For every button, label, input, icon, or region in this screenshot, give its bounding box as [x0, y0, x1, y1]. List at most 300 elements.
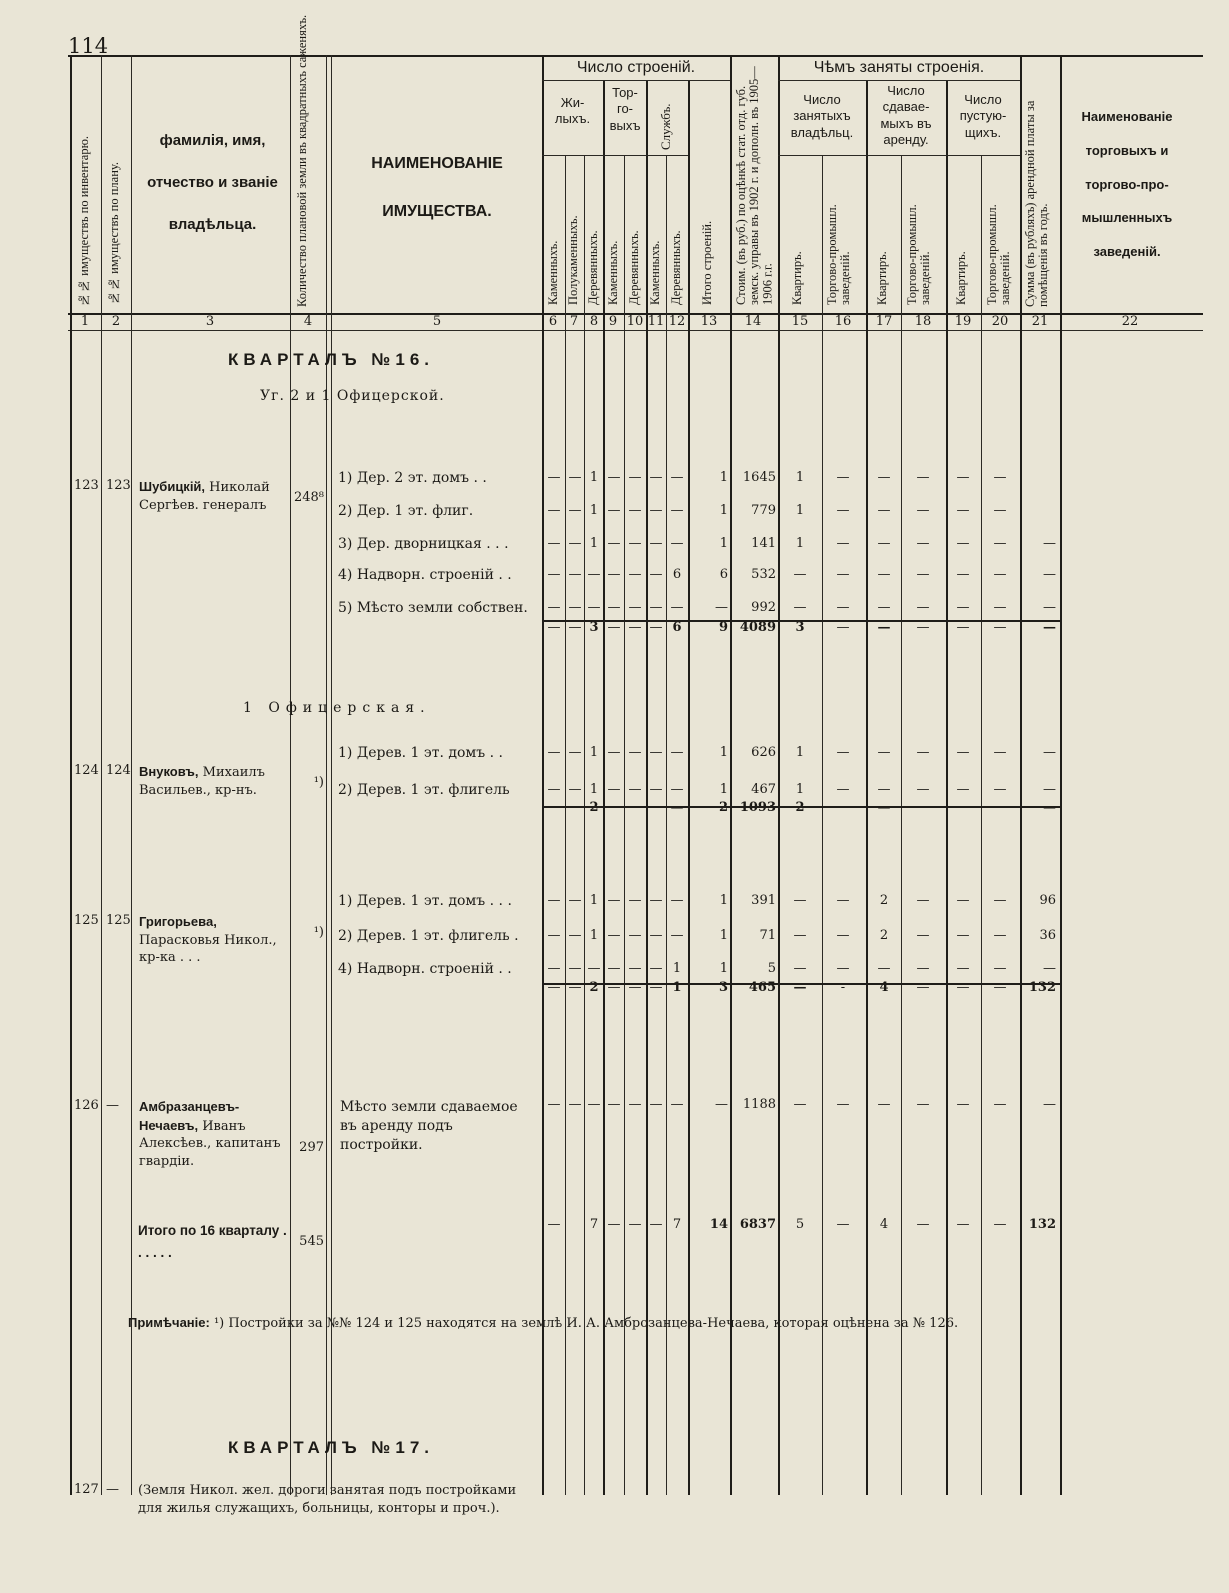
cell-c16: —	[836, 536, 850, 551]
cell-c17: —	[877, 961, 891, 976]
cell-c13: 1	[719, 893, 728, 908]
cell-c7: —	[568, 893, 582, 908]
cell-c8: 1	[589, 782, 599, 797]
cell-c21: —	[1043, 1097, 1056, 1112]
footnote	[128, 1315, 958, 1331]
cell-c18: —	[916, 961, 930, 976]
cell-c19: —	[956, 782, 970, 797]
cell-c19: —	[956, 567, 970, 582]
cell-c7: —	[568, 600, 582, 615]
cell-c9: —	[607, 620, 621, 635]
cell-c18: —	[916, 980, 930, 995]
cell-c18: —	[916, 745, 930, 760]
cell-c13: 1	[719, 503, 728, 518]
header-itogo: Итого строеній.	[700, 220, 714, 305]
property-description: 5) Мѣсто земли собствен.	[338, 600, 528, 616]
cell-c8: 1	[589, 503, 599, 518]
cell-c14: 5	[767, 961, 776, 976]
cell-c17: —	[877, 620, 891, 635]
cell-c18: —	[916, 470, 930, 485]
cell-c19: —	[956, 928, 970, 943]
description-127: (Земля Никол. жел. дороги занятая подъ постройками для жилья служащихъ, больницы, конторы и проч.).	[138, 1483, 517, 1516]
owner-surname: Шубицкій,	[139, 479, 206, 494]
total-area: 545	[299, 1234, 324, 1249]
cell-c13: —	[715, 1097, 728, 1112]
cell-c14: 141	[751, 536, 776, 551]
inventory-number: 124	[74, 763, 99, 778]
cell-c9: —	[607, 1097, 621, 1112]
cell-c12: —	[670, 536, 684, 551]
column-number: 3	[205, 314, 215, 329]
quarter-17-title: КВАРТАЛЪ №17.	[228, 1438, 435, 1457]
description-126: Мѣсто земли сдаваемое въ аренду подъ постройки.	[340, 1099, 518, 1153]
cell-c17: —	[877, 536, 891, 551]
cell-c14: 6837	[739, 1217, 776, 1232]
cell-c15: 5	[795, 1217, 805, 1232]
header-col5: НАИМЕНОВАНІЕ ИМУЩЕСТВА.	[371, 155, 503, 220]
inventory-number: 125	[74, 913, 99, 928]
cell-c20: —	[993, 470, 1007, 485]
column-number: 7	[569, 314, 579, 329]
plan-number: —	[106, 1098, 119, 1113]
cell-c17: —	[877, 503, 891, 518]
column-number: 18	[914, 314, 932, 329]
cell-c15: 1	[795, 503, 805, 518]
header-col1: №№ имуществъ по инвентарю.	[77, 135, 91, 307]
cell-c18: —	[916, 893, 930, 908]
cell-c14: 1093	[739, 800, 776, 815]
cell-c11: —	[649, 745, 663, 760]
cell-c20: —	[993, 1217, 1007, 1232]
property-description: 3) Дер. дворницкая . . .	[338, 536, 509, 552]
cell-c15: —	[793, 928, 807, 943]
owner-name	[139, 1098, 289, 1170]
cell-c11: —	[649, 800, 663, 815]
cell-c17: —	[877, 745, 891, 760]
cell-c10: —	[628, 620, 642, 635]
cell-c7: —	[568, 961, 582, 976]
cell-c10: —	[628, 470, 642, 485]
cell-c14: 1188	[742, 1097, 776, 1112]
cell-c18: —	[916, 536, 930, 551]
cell-c21: 132	[1028, 980, 1056, 995]
header-col14: Стоим. (въ руб.) по оцѣнкѣ стат. отд. губ. земск. управы въ 1902 г. и дополн. въ 1905—1906 г.г.	[734, 66, 775, 305]
property-description: 4) Надворн. строеній . .	[338, 567, 512, 583]
cell-c14: 467	[751, 782, 776, 797]
cell-c12: —	[670, 1097, 684, 1112]
cell-c17: 2	[879, 928, 889, 943]
column-number: 19	[954, 314, 972, 329]
cell-c6: —	[547, 620, 561, 635]
cell-c10: —	[628, 961, 642, 976]
header-torg: Тор- го- выхъ	[609, 85, 641, 133]
cell-c13: 1	[719, 536, 728, 551]
column-number-rule	[68, 330, 1203, 331]
cell-c13: 6	[719, 567, 728, 582]
cell-c14: 71	[759, 928, 776, 943]
cell-c16: —	[836, 620, 850, 635]
cell-c8: —	[587, 567, 601, 582]
cell-c19: —	[956, 961, 970, 976]
cell-c18: —	[916, 503, 930, 518]
land-area: 297	[299, 1140, 324, 1155]
cell-c6: —	[547, 893, 561, 908]
cell-c9: —	[607, 536, 621, 551]
cell-c13: 1	[719, 470, 728, 485]
column-number: 12	[668, 314, 686, 329]
cell-c20: —	[993, 567, 1007, 582]
cell-c10: —	[628, 600, 642, 615]
header-col2: №№ имуществъ по плану.	[107, 161, 121, 305]
cell-c10: —	[628, 782, 642, 797]
cell-c12: 1	[672, 961, 682, 976]
cell-c8: —	[587, 1097, 601, 1112]
plan-number: —	[106, 1482, 119, 1497]
cell-c12: —	[670, 600, 684, 615]
cell-c20: —	[993, 928, 1007, 943]
cell-c12: —	[670, 745, 684, 760]
land-area: ¹)	[313, 775, 324, 790]
owner-surname: Внуковъ,	[139, 764, 199, 779]
property-description: 1) Дер. 2 эт. домъ . .	[338, 470, 487, 486]
cell-c14: 992	[751, 600, 776, 615]
cell-c16: —	[836, 470, 850, 485]
cell-c7: —	[568, 503, 582, 518]
cell-c20: —	[993, 800, 1007, 815]
column-number: 9	[608, 314, 618, 329]
cell-c16: —	[836, 503, 850, 518]
cell-c17: —	[877, 800, 891, 815]
owner-surname: Григорьева,	[139, 914, 217, 929]
footnote-label: Примѣчаніе:	[128, 1315, 210, 1330]
cell-c14: 4089	[739, 620, 776, 635]
cell-c21: 132	[1028, 1217, 1056, 1232]
column-number: 2	[111, 314, 121, 329]
cell-c7: —	[568, 928, 582, 943]
cell-c19: —	[956, 503, 970, 518]
land-area: ¹)	[313, 925, 324, 940]
property-description: 2) Дерев. 1 эт. флигель	[338, 782, 510, 798]
cell-c12: —	[670, 928, 684, 943]
cell-c6: —	[547, 800, 561, 815]
cell-c11: —	[649, 961, 663, 976]
cell-c18: —	[916, 1217, 930, 1232]
street-heading-1: Уг. 2 и 1 Офицерской.	[260, 388, 445, 404]
cell-c13: 1	[719, 745, 728, 760]
cell-c17: —	[877, 567, 891, 582]
cell-c8: 1	[589, 745, 599, 760]
cell-c12: 6	[672, 567, 682, 582]
cell-c19: —	[956, 980, 970, 995]
cell-c15: 1	[795, 745, 805, 760]
cell-c21: 96	[1039, 893, 1056, 908]
column-number: 11	[647, 314, 665, 329]
column-number: 1	[80, 314, 90, 329]
header-col4: Количество плановой земли въ квадратныхъ саженяхъ.	[295, 14, 309, 307]
property-description: 1) Дерев. 1 эт. домъ . . .	[338, 893, 512, 909]
cell-c12: —	[670, 800, 684, 815]
cell-c11: —	[649, 503, 663, 518]
cell-c11: —	[649, 1097, 663, 1112]
cell-c10: —	[628, 567, 642, 582]
cell-c14: 532	[751, 567, 776, 582]
cell-c21: —	[1043, 800, 1056, 815]
cell-c16: —	[836, 1097, 850, 1112]
cell-c21: 36	[1039, 928, 1056, 943]
cell-c8: 1	[589, 893, 599, 908]
cell-c15: 1	[795, 536, 805, 551]
cell-c15: —	[793, 961, 807, 976]
header-zhil: Жи- лыхъ.	[554, 95, 591, 127]
cell-c17: 4	[879, 980, 889, 995]
cell-c9: —	[607, 567, 621, 582]
cell-c8: 1	[589, 928, 599, 943]
cell-c6: —	[547, 600, 561, 615]
cell-c16: —	[836, 1217, 850, 1232]
owner-surname: Амбразанцевъ-Нечаевъ,	[139, 1099, 240, 1133]
cell-c8: 1	[589, 470, 599, 485]
cell-c14: 391	[751, 893, 776, 908]
cell-c9: —	[607, 782, 621, 797]
cell-c20: —	[993, 600, 1007, 615]
cell-c8: 2	[589, 980, 599, 995]
cell-c12: —	[670, 893, 684, 908]
cell-c20: —	[993, 782, 1007, 797]
cell-c6: —	[547, 980, 561, 995]
cell-c15: 3	[795, 620, 805, 635]
cell-c17: 4	[879, 1217, 889, 1232]
cell-c6: —	[547, 567, 561, 582]
column-number: 13	[700, 314, 718, 329]
cell-c20: —	[993, 961, 1007, 976]
cell-c11: —	[649, 600, 663, 615]
cell-c16: —	[836, 782, 850, 797]
cell-c15: —	[793, 567, 807, 582]
cell-c19: —	[956, 745, 970, 760]
cell-c20: —	[993, 745, 1007, 760]
cell-c9: —	[607, 980, 621, 995]
cell-c11: —	[649, 536, 663, 551]
owner-name	[139, 478, 289, 514]
cell-c21: —	[1043, 600, 1056, 615]
cell-c6: —	[547, 745, 561, 760]
owner-details: Парасковья Никол., кр-ка . . .	[139, 932, 277, 966]
cell-c6: —	[547, 503, 561, 518]
owner-details: Иванъ Алексѣев., капитанъ гвардіи.	[139, 1118, 281, 1169]
left-border	[70, 55, 72, 1495]
cell-c9: —	[607, 470, 621, 485]
cell-c21: —	[1043, 782, 1056, 797]
plan-number: 124	[106, 763, 131, 778]
cell-c11: —	[649, 980, 663, 995]
cell-c21: —	[1043, 620, 1056, 635]
column-number: 16	[834, 314, 852, 329]
cell-c10: —	[628, 503, 642, 518]
cell-c11: —	[649, 782, 663, 797]
cell-c8: 2	[589, 800, 599, 815]
cell-c18: —	[916, 1097, 930, 1112]
cell-c10: —	[628, 1217, 642, 1232]
cell-c11: —	[649, 928, 663, 943]
header-sluzh: Службъ.	[658, 103, 673, 150]
cell-c8: 3	[589, 620, 599, 635]
owner-details: Николай Сергѣев. генералъ	[139, 480, 270, 513]
cell-c12: 7	[672, 1217, 682, 1232]
cell-c16: —	[836, 745, 850, 760]
cell-c7: —	[568, 536, 582, 551]
plan-number: 123	[106, 478, 131, 493]
property-description: 1) Дерев. 1 эт. домъ . .	[338, 745, 504, 761]
cell-c15: 1	[795, 470, 805, 485]
cell-c20: —	[993, 1097, 1007, 1112]
cell-c10: —	[628, 928, 642, 943]
cell-c7: —	[568, 567, 582, 582]
cell-c15: —	[793, 893, 807, 908]
cell-c17: 2	[879, 893, 889, 908]
cell-c16: —	[836, 893, 850, 908]
cell-c17: —	[877, 782, 891, 797]
cell-c15: —	[793, 1097, 807, 1112]
cell-c18: —	[916, 620, 930, 635]
cell-c19: —	[956, 893, 970, 908]
cell-c17: —	[877, 600, 891, 615]
column-number: 15	[791, 314, 809, 329]
inventory-number: 126	[74, 1098, 99, 1113]
column-number: 6	[548, 314, 558, 329]
cell-c10: —	[628, 800, 642, 815]
inventory-number: 123	[74, 478, 99, 493]
cell-c18: —	[916, 800, 930, 815]
header-occupied: Чѣмъ заняты строенія.	[813, 59, 985, 76]
cell-c14: 1645	[742, 470, 776, 485]
cell-c18: —	[916, 567, 930, 582]
cell-c6: —	[547, 928, 561, 943]
cell-c12: —	[670, 782, 684, 797]
cell-c13: 2	[718, 800, 728, 815]
cell-c16: -	[840, 980, 846, 995]
cell-c21: —	[1043, 745, 1056, 760]
street-heading-2: 1 Офицерская.	[243, 700, 431, 716]
ledger-page: 114 №№ имуществъ по инвентарю. №№ имуществъ по плану. фамилія, имя, отчество и званіе владѣльца. Количество плановой земли въ квадратныхъ саженяхъ. НАИМЕНОВАНІЕ ИМУЩЕСТВА. Число строеній. Жи- лыхъ. Тор- го- выхъ Службъ. Каменныхъ. Полукаменныхъ. Деревянныхъ. Каменныхъ. Деревянныхъ. Каменныхъ. Деревянныхъ. Итого строеній. Стоим. (въ руб.) по оцѣнкѣ стат. отд. губ. земск. управы въ 1902 г. и дополн. въ 1905—1906 г.г. Чѣмъ заняты строенія. Число занятыхъ владѣльц. Число сдавае- мыхъ въ аренду. Число пустую- щихъ. Квартиръ. Торгово-промышл. заведеній. Квартиръ. Торгово-промышл. заведеній. Квартиръ. Торгово-промышл. заведеній. Сумма (въ рубляхъ) арендной платы за помѣщенія въ годъ. Наименованіе торговыхъ и торгово-про- мышленныхъ заведеній. 1 2 3 4 5 6 7 8 9 10 11 12 13 14 15 16 17 18 19 20 21 22 КВАРТАЛЪ №16. Уг. 2 и 1 Офицерской. 1 Офицерская. КВАРТАЛЪ №17. 123 123 Шубицкій, Николай Сергѣев. генералъ 248⁸ 124 124 Внуковъ, Михаилъ Васильев., кр-нъ. ¹) 125 125 Григорьева, Парасковья Никол., кр-ка . . . ¹) 126 — Амбразанцевъ-Нечаевъ, Иванъ Алексѣев., капитанъ гвардіи. 297 127 — Мѣсто земли сдаваемое въ аренду подъ постройки. Итого по 16 кварталу . . . . . . 545 (Земля Никол. жел. дороги занятая подъ постройками для жилья служащихъ, больницы, конторы и проч.). 1) Дер. 2 эт. домъ . . — — 1 — — — — 1 — — — — — 1 1645 2) Дер. 1 эт. флиг. — — 1 — — — — 1 — — — — — 1 779 3) Дер. дворницкая . . . — — 1 — — — — 1 — — — — — 1 141 — 4) Надворн. строеній . . — — — — — — 6 — — — — — — 6 532 — 5) Мѣсто земли собствен. — — — — — — — — — — — — — — 992 — — — 3 — — — 6 3 — — — — — 9 4089 — 1) Дерев. 1 эт. домъ . . — — 1 — — — — 1 — — — — — 1 626 — 2) Дерев. 1 эт. флигель — — 1 — — — — 1 — — — — — 1 467 — — — 2 — — — — 2 — — — — — 2 1093 — 1) Дерев. 1 эт. домъ . . . — — 1 — — — — — — 2 — — — 1 391 96 2) Дерев. 1 эт. флигель . — — 1 — — — — — — 2 — — — 1 71 36 4) Надворн. строеній . . — — — — — — 1 — — — — — — 1 5 — — — 2 — — — 1 — - 4 — — — 3 465 132 — — — — — — — — — — — — — — 1188 — — 7 — — — 7 5 — 4 — — — 14 6837 132 Примѣчаніе: ¹) Постройки за №№ 124 и 125 находятся на землѣ И. А. Амброзанцева-Нечаева, которая оцѣнена за № 126.	[0, 0, 1229, 1593]
total-label: Итого по 16 кварталу . . . . . .	[138, 1223, 287, 1260]
cell-c10: —	[628, 1097, 642, 1112]
header-col21: Сумма (въ рубляхъ) арендной платы за помѣщенія въ годъ.	[1023, 100, 1051, 307]
cell-c15: —	[793, 980, 807, 995]
cell-c10: —	[628, 893, 642, 908]
land-area: 248⁸	[293, 490, 324, 505]
cell-c9: —	[607, 961, 621, 976]
cell-c11: —	[649, 620, 663, 635]
cell-c15: —	[793, 600, 807, 615]
column-number: 21	[1031, 314, 1049, 329]
cell-c6: —	[547, 536, 561, 551]
cell-c13: 14	[709, 1217, 728, 1232]
cell-c14: 779	[751, 503, 776, 518]
column-number: 20	[991, 314, 1009, 329]
cell-c14: 465	[748, 980, 776, 995]
cell-c15: 1	[795, 782, 805, 797]
plan-number: 125	[106, 913, 131, 928]
owner-details: Михаилъ Васильев., кр-нъ.	[139, 765, 265, 798]
cell-c13: 3	[718, 980, 728, 995]
column-number: 22	[1121, 314, 1139, 329]
header-col22: Наименованіе торговыхъ и торгово-про- мышленныхъ заведеній.	[1081, 109, 1173, 260]
cell-c10: —	[628, 536, 642, 551]
cell-c11: —	[649, 470, 663, 485]
cell-c20: —	[993, 980, 1007, 995]
cell-c6: —	[547, 961, 561, 976]
cell-c19: —	[956, 620, 970, 635]
cell-c13: —	[715, 600, 728, 615]
cell-c9: —	[607, 503, 621, 518]
column-number: 14	[744, 314, 762, 329]
column-number: 5	[432, 314, 442, 329]
cell-c12: 6	[672, 620, 682, 635]
cell-c12: —	[670, 470, 684, 485]
quarter-16-title: КВАРТАЛЪ №16.	[228, 350, 435, 369]
column-number: 4	[303, 314, 313, 329]
cell-c7: —	[568, 1097, 582, 1112]
cell-c9: —	[607, 745, 621, 760]
cell-c11: —	[649, 893, 663, 908]
header-col3: фамилія, имя, отчество и званіе владѣльца.	[147, 132, 278, 233]
cell-c20: —	[993, 620, 1007, 635]
cell-c9: —	[607, 800, 621, 815]
cell-c9: —	[607, 928, 621, 943]
cell-c11: —	[649, 567, 663, 582]
cell-c9: —	[607, 600, 621, 615]
cell-c6: —	[547, 1217, 561, 1232]
cell-c7: —	[568, 980, 582, 995]
page-number: 114	[68, 34, 109, 58]
cell-c7: —	[568, 782, 582, 797]
cell-c14: 626	[751, 745, 776, 760]
column-number: 8	[589, 314, 599, 329]
cell-c7: —	[568, 800, 582, 815]
cell-c19: —	[956, 470, 970, 485]
cell-c7: —	[568, 470, 582, 485]
cell-c20: —	[993, 503, 1007, 518]
cell-c8: —	[587, 961, 601, 976]
cell-c21: —	[1043, 961, 1056, 976]
inventory-number: 127	[74, 1482, 99, 1497]
cell-c13: 1	[719, 961, 728, 976]
property-description: 2) Дер. 1 эт. флиг.	[338, 503, 474, 519]
cell-c19: —	[956, 536, 970, 551]
cell-c13: 9	[718, 620, 728, 635]
cell-c16: —	[836, 567, 850, 582]
cell-c15: 2	[795, 800, 805, 815]
cell-c10: —	[628, 980, 642, 995]
cell-c13: 1	[719, 782, 728, 797]
cell-c8: —	[587, 600, 601, 615]
cell-c16: —	[836, 800, 850, 815]
property-description: 4) Надворн. строеній . .	[338, 961, 512, 977]
cell-c20: —	[993, 536, 1007, 551]
cell-c18: —	[916, 600, 930, 615]
cell-c17: —	[877, 1097, 891, 1112]
cell-c16: —	[836, 961, 850, 976]
cell-c6: —	[547, 1097, 561, 1112]
cell-c19: —	[956, 600, 970, 615]
cell-c20: —	[993, 893, 1007, 908]
column-number: 17	[875, 314, 893, 329]
cell-c11: —	[649, 1217, 663, 1232]
cell-c16: —	[836, 928, 850, 943]
cell-c8: 7	[589, 1217, 599, 1232]
cell-c12: —	[670, 503, 684, 518]
cell-c21: —	[1043, 567, 1056, 582]
